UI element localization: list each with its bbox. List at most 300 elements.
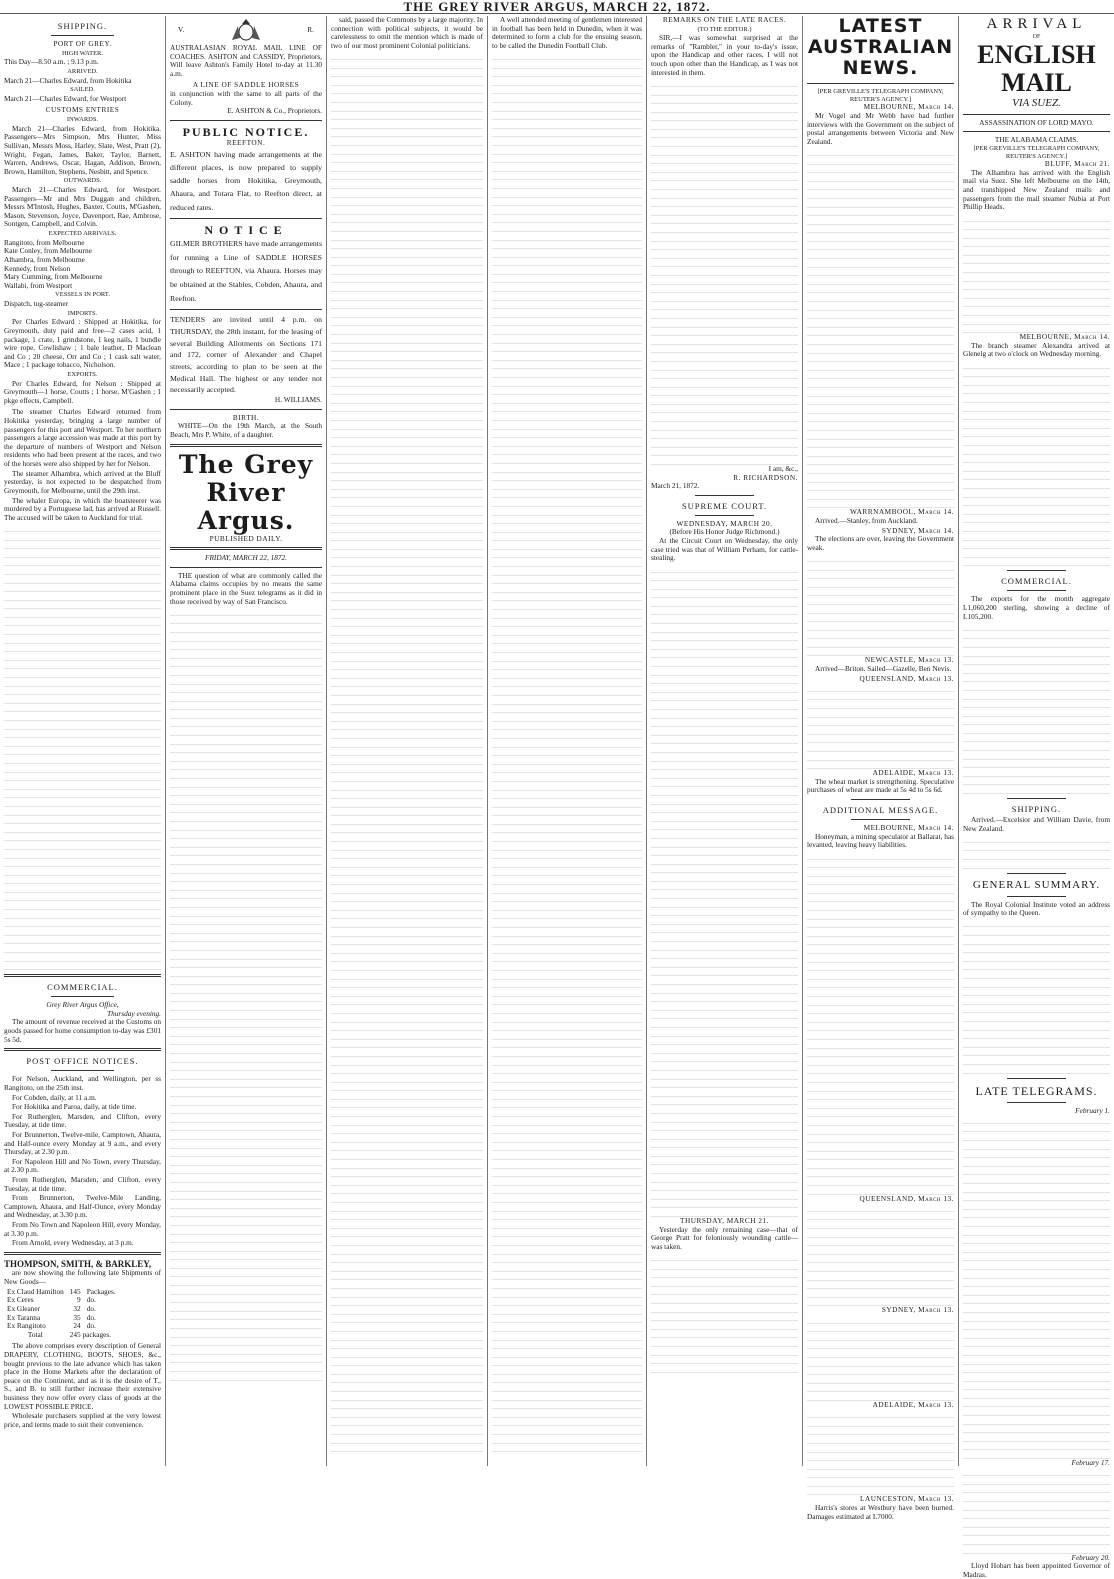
text-line-placeholder: [651, 413, 798, 422]
additional-sydney: SYDNEY, March 13.: [881, 1305, 954, 1315]
text-line-placeholder: [807, 963, 954, 972]
text-line-placeholder: [963, 777, 1110, 786]
text-line-placeholder: [807, 683, 954, 692]
text-line-placeholder: [331, 292, 483, 301]
text-line-placeholder: [4, 738, 161, 747]
text-line-placeholder: [492, 954, 642, 963]
filler-lines: [807, 1203, 954, 1306]
filler-lines: [651, 564, 798, 1217]
text-line-placeholder: [963, 734, 1110, 743]
text-line-placeholder: [651, 633, 798, 642]
text-line-placeholder: [651, 328, 798, 337]
text-line-placeholder: [331, 670, 483, 679]
table-row: Total 245 packages.: [27, 1329, 112, 1339]
text-line-placeholder: [651, 848, 798, 857]
text-line-placeholder: [963, 1304, 1110, 1313]
text-line-placeholder: [170, 1226, 322, 1235]
text-line-placeholder: [331, 155, 483, 164]
text-line-placeholder: [170, 891, 322, 900]
text-line-placeholder: [492, 103, 642, 112]
text-line-placeholder: [492, 69, 642, 78]
text-line-placeholder: [651, 590, 798, 599]
text-line-placeholder: [807, 1160, 954, 1169]
text-line-placeholder: [331, 765, 483, 774]
text-line-placeholder: [492, 1246, 642, 1255]
text-line-placeholder: [807, 1418, 954, 1427]
text-line-placeholder: [331, 842, 483, 851]
text-line-placeholder: [492, 1117, 642, 1126]
list-item: Rangitoto, from Melbourne: [4, 237, 85, 247]
text-line-placeholder: [963, 648, 1110, 657]
text-line-placeholder: [492, 653, 642, 662]
text-line-placeholder: [651, 925, 798, 934]
arrived-text: March 21—Charles Edward, from Hokitika: [4, 75, 132, 85]
text-line-placeholder: [492, 636, 642, 645]
list-item: Kate Conley, from Melbourne: [4, 246, 92, 256]
text-line-placeholder: [492, 387, 642, 396]
general-summary-title: GENERAL SUMMARY.: [972, 878, 1101, 891]
text-line-placeholder: [170, 1028, 322, 1037]
text-line-placeholder: [651, 976, 798, 985]
text-line-placeholder: [4, 841, 161, 850]
text-line-placeholder: [4, 747, 161, 756]
text-line-placeholder: [651, 1338, 798, 1347]
text-line-placeholder: [963, 532, 1110, 541]
text-line-placeholder: [807, 379, 954, 388]
text-line-placeholder: [651, 138, 798, 147]
text-line-placeholder: [807, 1332, 954, 1341]
text-line-placeholder: [4, 549, 161, 558]
text-line-placeholder: [963, 631, 1110, 640]
masthead-sub: PUBLISHED DAILY.: [209, 533, 283, 543]
text-line-placeholder: [492, 825, 642, 834]
text-line-placeholder: [651, 1148, 798, 1157]
text-line-placeholder: [170, 633, 322, 642]
text-line-placeholder: [331, 516, 483, 525]
filler-lines: [807, 1410, 954, 1496]
text-line-placeholder: [651, 693, 798, 702]
text-line-placeholder: [963, 1013, 1110, 1022]
birth-text: WHITE—On the 19th March, at the South Beach, Mrs P. White, of a daughter.: [170, 421, 322, 439]
text-line-placeholder: [331, 636, 483, 645]
text-line-placeholder: [170, 624, 322, 633]
text-line-placeholder: [331, 610, 483, 619]
text-line-placeholder: [807, 440, 954, 449]
text-line-placeholder: [963, 1382, 1110, 1391]
text-line-placeholder: [963, 953, 1110, 962]
tenders-sign: H. WILLIAMS.: [274, 395, 322, 405]
text-line-placeholder: [4, 850, 161, 859]
text-line-placeholder: [170, 1338, 322, 1347]
text-line-placeholder: [4, 816, 161, 825]
text-line-placeholder: [963, 1244, 1110, 1253]
text-line-placeholder: [4, 824, 161, 833]
text-line-placeholder: [331, 481, 483, 490]
text-line-placeholder: [4, 541, 161, 550]
text-line-placeholder: [963, 1048, 1110, 1057]
text-line-placeholder: [492, 344, 642, 353]
list-item: Alhambra, from Melbourne: [4, 254, 85, 264]
text-line-placeholder: [492, 378, 642, 387]
text-line-placeholder: [492, 962, 642, 971]
text-line-placeholder: [963, 1031, 1110, 1040]
text-line-placeholder: [807, 1135, 954, 1144]
sydney-text: The elections are over, leaving the Government weak.: [807, 534, 954, 552]
text-line-placeholder: [963, 1485, 1110, 1494]
text-line-placeholder: [331, 146, 483, 155]
text-line-placeholder: [807, 971, 954, 980]
filler-lines: [963, 622, 1110, 794]
additional-melbourne: MELBOURNE, March 14.: [863, 823, 954, 833]
text-line-placeholder: [651, 856, 798, 865]
text-line-placeholder: [4, 807, 161, 816]
thursday-heading: THURSDAY, MARCH 21.: [680, 1216, 769, 1226]
text-line-placeholder: [492, 576, 642, 585]
column-ads: [166, 16, 326, 1468]
text-line-placeholder: [331, 584, 483, 593]
text-line-placeholder: [331, 808, 483, 817]
text-line-placeholder: [492, 412, 642, 421]
text-line-placeholder: [170, 874, 322, 883]
text-line-placeholder: [963, 523, 1110, 532]
text-line-placeholder: [651, 684, 798, 693]
text-line-placeholder: [651, 1114, 798, 1123]
text-line-placeholder: [651, 319, 798, 328]
text-line-placeholder: [492, 51, 642, 60]
text-line-placeholder: [4, 859, 161, 868]
text-line-placeholder: [331, 1186, 483, 1195]
text-line-placeholder: [963, 996, 1110, 1005]
text-line-placeholder: [651, 985, 798, 994]
text-line-placeholder: [651, 388, 798, 397]
text-line-placeholder: [331, 120, 483, 129]
text-line-placeholder: [492, 1280, 642, 1289]
text-line-placeholder: [170, 1329, 322, 1338]
text-line-placeholder: [807, 735, 954, 744]
text-line-placeholder: [807, 173, 954, 182]
text-line-placeholder: [651, 598, 798, 607]
australian-news-title-1: LATEST AUSTRALIAN: [807, 15, 954, 58]
public-notice-title: PUBLIC NOTICE.: [182, 124, 310, 139]
text-line-placeholder: [4, 678, 161, 687]
text-line-placeholder: [492, 1272, 642, 1281]
text-line-placeholder: [492, 567, 642, 576]
text-line-placeholder: [331, 833, 483, 842]
text-line-placeholder: [963, 1407, 1110, 1416]
assassination-heading: ASSASSINATION OF LORD MAYO.: [979, 117, 1094, 127]
text-line-placeholder: [331, 189, 483, 198]
filler-lines: [963, 919, 1110, 1074]
text-line-placeholder: [331, 223, 483, 232]
text-line-placeholder: [492, 808, 642, 817]
text-line-placeholder: [651, 431, 798, 440]
text-line-placeholder: [492, 902, 642, 911]
text-line-placeholder: [807, 553, 954, 562]
text-line-placeholder: [492, 1005, 642, 1014]
text-line-placeholder: [170, 994, 322, 1003]
text-line-placeholder: [963, 420, 1110, 429]
text-line-placeholder: [807, 250, 954, 259]
text-line-placeholder: [492, 1375, 642, 1384]
list-item: For Hokitika and Paroa, daily, at tide time.: [12, 1102, 137, 1112]
text-line-placeholder: [963, 1150, 1110, 1159]
text-line-placeholder: [492, 309, 642, 318]
text-line-placeholder: [492, 1263, 642, 1272]
text-line-placeholder: [170, 1243, 322, 1252]
text-line-placeholder: [807, 1229, 954, 1238]
text-line-placeholder: [4, 661, 161, 670]
text-line-placeholder: [492, 919, 642, 928]
text-line-placeholder: [963, 1201, 1110, 1210]
text-line-placeholder: [331, 816, 483, 825]
text-line-placeholder: [963, 506, 1110, 515]
text-line-placeholder: [170, 719, 322, 728]
text-line-placeholder: [963, 936, 1110, 945]
text-line-placeholder: [4, 592, 161, 601]
thompson-body: The above comprises every description of General DRAPERY, CLOTHING, BOOTS, SHOES, &c., bought previous to the late advance which has taken place in the Home Markets after the declaration of peace on the Continent, and as it is the desire of T., S., and B. to still further increase their extensive business they now offer every class of goods at the LOWEST POSSIBLE PRICE.: [4, 1341, 161, 1411]
text-line-placeholder: [331, 455, 483, 464]
text-line-placeholder: [331, 86, 483, 95]
shipping-mail-title: SHIPPING.: [1011, 804, 1062, 815]
text-line-placeholder: [651, 1270, 798, 1279]
text-line-placeholder: [492, 516, 642, 525]
races-letter-sign-2: R. RICHARDSON.: [733, 472, 798, 482]
text-line-placeholder: [170, 805, 322, 814]
text-line-placeholder: [492, 1048, 642, 1057]
text-line-placeholder: [807, 1212, 954, 1221]
dateline-melbourne-mail: MELBOURNE, March 14.: [1019, 332, 1110, 342]
text-line-placeholder: [963, 927, 1110, 936]
text-line-placeholder: [807, 491, 954, 500]
text-line-placeholder: [651, 1140, 798, 1149]
text-line-placeholder: [492, 713, 642, 722]
text-line-placeholder: [963, 386, 1110, 395]
text-line-placeholder: [963, 558, 1110, 567]
text-line-placeholder: [492, 301, 642, 310]
text-line-placeholder: [492, 1366, 642, 1375]
text-line-placeholder: [807, 1057, 954, 1066]
text-line-placeholder: [492, 610, 642, 619]
text-line-placeholder: [331, 1023, 483, 1032]
text-line-placeholder: [651, 650, 798, 659]
text-line-placeholder: [963, 1399, 1110, 1408]
text-line-placeholder: [4, 712, 161, 721]
expected-list: [4, 239, 161, 291]
text-line-placeholder: [331, 773, 483, 782]
text-line-placeholder: [331, 498, 483, 507]
text-line-placeholder: [807, 216, 954, 225]
text-line-placeholder: [492, 369, 642, 378]
text-line-placeholder: [651, 787, 798, 796]
text-line-placeholder: [492, 1160, 642, 1169]
text-line-placeholder: [963, 541, 1110, 550]
text-line-placeholder: [807, 1384, 954, 1393]
text-line-placeholder: [170, 908, 322, 917]
text-line-placeholder: [331, 438, 483, 447]
text-line-placeholder: [492, 198, 642, 207]
text-line-placeholder: [651, 658, 798, 667]
text-line-placeholder: [492, 1151, 642, 1160]
text-line-placeholder: [651, 736, 798, 745]
text-line-placeholder: [331, 1401, 483, 1410]
text-line-placeholder: [651, 78, 798, 87]
list-item: From Arnold, every Wednesday, at 3 p.m.: [12, 1238, 134, 1248]
text-line-placeholder: [4, 601, 161, 610]
text-line-placeholder: [170, 1200, 322, 1209]
text-line-placeholder: [492, 782, 642, 791]
text-line-placeholder: [963, 970, 1110, 979]
text-line-placeholder: [492, 773, 642, 782]
text-line-placeholder: [651, 1252, 798, 1261]
text-line-placeholder: [331, 1237, 483, 1246]
dateline-queensland: QUEENSLAND, March 13.: [859, 673, 954, 683]
text-line-placeholder: [651, 933, 798, 942]
text-line-placeholder: [331, 894, 483, 903]
text-line-placeholder: [651, 1278, 798, 1287]
text-line-placeholder: [331, 937, 483, 946]
text-line-placeholder: [492, 988, 642, 997]
text-line-placeholder: [331, 129, 483, 138]
text-line-placeholder: [807, 631, 954, 640]
text-line-placeholder: [170, 1054, 322, 1063]
text-line-placeholder: [492, 1435, 642, 1444]
text-line-placeholder: [651, 113, 798, 122]
text-line-placeholder: [492, 404, 642, 413]
text-line-placeholder: [492, 550, 642, 559]
text-line-placeholder: [963, 1468, 1110, 1477]
text-line-placeholder: [492, 258, 642, 267]
filler-lines: [170, 607, 322, 1380]
text-line-placeholder: [963, 1502, 1110, 1511]
text-line-placeholder: [651, 753, 798, 762]
text-line-placeholder: [651, 207, 798, 216]
text-line-placeholder: [492, 1126, 642, 1135]
text-line-placeholder: [4, 687, 161, 696]
text-line-placeholder: [492, 868, 642, 877]
text-line-placeholder: [331, 1220, 483, 1229]
text-line-placeholder: [331, 799, 483, 808]
text-line-placeholder: [651, 1200, 798, 1209]
additional-queensland: QUEENSLAND, March 13.: [859, 1193, 954, 1203]
exports-label: EXPORTS.: [67, 370, 98, 378]
text-line-placeholder: [170, 865, 322, 874]
text-line-placeholder: [4, 566, 161, 575]
text-line-placeholder: [807, 911, 954, 920]
text-line-placeholder: [492, 1023, 642, 1032]
text-line-placeholder: [807, 997, 954, 1006]
text-line-placeholder: [170, 925, 322, 934]
text-line-placeholder: [331, 1169, 483, 1178]
english-mail-title: ENGLISH MAIL: [977, 39, 1096, 97]
filler-lines: [963, 213, 1110, 333]
sailed-text: March 21—Charles Edward, for Westport: [4, 93, 127, 103]
text-line-placeholder: [651, 959, 798, 968]
text-line-placeholder: [963, 472, 1110, 481]
text-line-placeholder: [492, 1108, 642, 1117]
text-line-placeholder: [331, 1315, 483, 1324]
text-line-placeholder: [492, 722, 642, 731]
text-line-placeholder: [807, 1177, 954, 1186]
text-line-placeholder: [492, 1401, 642, 1410]
text-line-placeholder: [331, 1332, 483, 1341]
text-line-placeholder: [807, 1349, 954, 1358]
text-line-placeholder: [651, 1157, 798, 1166]
text-line-placeholder: [651, 1321, 798, 1330]
text-line-placeholder: [807, 692, 954, 701]
text-line-placeholder: [807, 1263, 954, 1272]
text-line-placeholder: [170, 1063, 322, 1072]
text-line-placeholder: [963, 979, 1110, 988]
text-line-placeholder: [651, 1330, 798, 1339]
text-line-placeholder: [807, 147, 954, 156]
text-line-placeholder: [651, 1088, 798, 1097]
text-line-placeholder: [963, 429, 1110, 438]
text-line-placeholder: [807, 328, 954, 337]
column-news-1: [327, 16, 487, 1468]
text-line-placeholder: [331, 352, 483, 361]
text-line-placeholder: [492, 352, 642, 361]
outwards-text: March 21—Charles Edward, for Westport. Passengers—Mr and Mrs Duggan and children, Messrs M'Intosh, Hughes, Baxter, Coutts, M'Gashen, Mason, Stevenson, Joyce, Davenport, Rae, Ambrose, Sontgen, Campbell, and Colvin.: [4, 185, 161, 229]
filler-lines: [492, 51, 642, 1452]
imports-label: IMPORTS.: [67, 309, 98, 317]
text-line-placeholder: [963, 480, 1110, 489]
text-line-placeholder: [170, 1252, 322, 1261]
text-line-placeholder: [807, 1435, 954, 1444]
text-line-placeholder: [331, 60, 483, 69]
table-row: Ex Taranna 35 do.: [7, 1312, 96, 1322]
text-line-placeholder: [331, 1108, 483, 1117]
text-line-placeholder: [492, 833, 642, 842]
text-line-placeholder: [331, 318, 483, 327]
post-office-title: POST OFFICE NOTICES.: [26, 1056, 139, 1067]
text-line-placeholder: [331, 885, 483, 894]
text-line-placeholder: [651, 181, 798, 190]
dateline-sydney: SYDNEY, March 14.: [881, 525, 954, 535]
text-line-placeholder: [492, 1409, 642, 1418]
text-line-placeholder: [170, 917, 322, 926]
text-line-placeholder: [331, 945, 483, 954]
text-line-placeholder: [807, 242, 954, 251]
text-line-placeholder: [963, 1175, 1110, 1184]
text-line-placeholder: [963, 860, 1110, 869]
text-line-placeholder: [651, 994, 798, 1003]
text-line-placeholder: [963, 273, 1110, 282]
text-line-placeholder: [963, 700, 1110, 709]
text-line-placeholder: [170, 1037, 322, 1046]
text-line-placeholder: [651, 1045, 798, 1054]
text-line-placeholder: [963, 515, 1110, 524]
warrnambool-text: Arrived.—Stanley, from Auckland.: [815, 515, 918, 525]
text-line-placeholder: [807, 945, 954, 954]
text-line-placeholder: [492, 997, 642, 1006]
royal-mail-ad-text: AUSTRALASIAN ROYAL MAIL LINE OF COACHES. ASHTON and CASSIDY, Proprietors, Will leave Ashton's Family Hotel to-day at 11.30 a.m.: [170, 43, 322, 78]
melbourne-mail-text: The branch steamer Alexandra arrived at Glenelg at two o'clock on Wednesday morning.: [963, 340, 1110, 359]
text-line-placeholder: [963, 282, 1110, 291]
text-line-placeholder: [651, 233, 798, 242]
alabama-heading: THE ALABAMA CLAIMS.: [994, 135, 1079, 145]
races-letter-text: SIR,—I was somewhat surprised at the remarks of "Rambler," in your to-day's issue, upon the Handicap and other races. I will not touch upon other than the Handicap, as I was not interested in them.: [651, 33, 798, 77]
text-line-placeholder: [807, 752, 954, 761]
list-item: For Rutherglen, Marsden, and Clifton, every Tuesday, at tide time.: [4, 1111, 161, 1130]
text-line-placeholder: [807, 1238, 954, 1247]
text-line-placeholder: [807, 1169, 954, 1178]
supreme-court-title: SUPREME COURT.: [681, 500, 768, 511]
text-line-placeholder: [170, 727, 322, 736]
text-line-placeholder: [331, 180, 483, 189]
text-line-placeholder: [4, 584, 161, 593]
text-line-placeholder: [331, 361, 483, 370]
text-line-placeholder: [807, 588, 954, 597]
